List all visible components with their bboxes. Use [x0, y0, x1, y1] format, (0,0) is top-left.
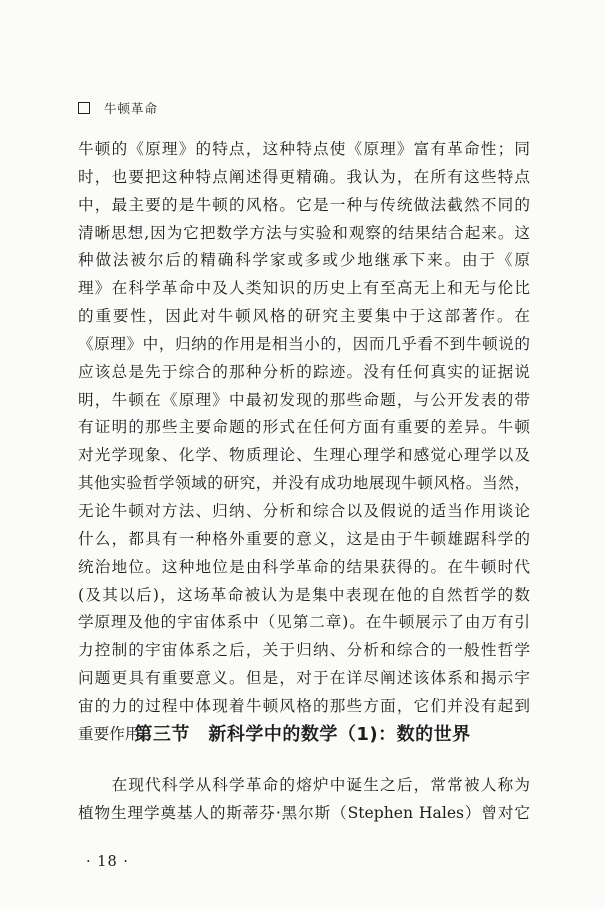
text-line: 理》在科学革命中及人类知识的历史上有至高无上和无与伦比 [78, 279, 530, 298]
text-line: 清晰思想,因为它把数学方法与实验和观察的结果结合起来。这 [78, 223, 530, 242]
text-line: (及其以后)，这场革命被认为是集中表现在他的自然哲学的数 [78, 585, 530, 604]
text-line: 宙的力的过程中体现着牛顿风格的那些方面，它们并没有起到 [78, 696, 530, 715]
section-title: 第三节 新科学中的数学（1)：数的世界 [134, 724, 471, 745]
header-title: 牛顿革命 [104, 101, 159, 116]
text-line: 有证明的那些主要命题的形式在任何方面有重要的差异。牛顿 [78, 418, 530, 437]
text-line: 在现代科学从科学革命的熔炉中诞生之后，常常被人称为 [78, 776, 530, 794]
running-header [78, 99, 158, 117]
text-line: 问题更具有重要意义。但是，对于在详尽阐述该体系和揭示宇 [78, 669, 530, 688]
paragraph-2 [78, 772, 530, 828]
header-square-icon [78, 102, 90, 114]
text-line: 力控制的宇宙体系之后，关于归纳、分析和综合的一般性哲学 [78, 641, 530, 660]
text-line: 学原理及他的宇宙体系中（见第二章)。在牛顿展示了由万有引 [78, 613, 530, 632]
text-line: 明，牛顿在《原理》中最初发现的那些命题，与公开发表的带 [78, 390, 530, 409]
text-line: 重要作用。 [78, 724, 156, 743]
text-line: 植物生理学奠基人的斯蒂芬·黑尔斯（Stephen Hales）曾对它 [78, 803, 530, 822]
text-line: 牛顿的《原理》的特点，这种特点使《原理》富有革命性；同 [78, 140, 530, 158]
text-line: 时，也要把这种特点阐述得更精确。我认为，在所有这些特点 [78, 167, 530, 186]
text-line: 对光学现象、化学、物质理论、生理心理学和感觉心理学以及 [78, 446, 530, 465]
text-line: 的重要性，因此对牛顿风格的研究主要集中于这部著作。在 [78, 307, 530, 326]
text-line: 统治地位。这种地位是由科学革命的结果获得的。在牛顿时代 [78, 557, 530, 576]
text-line: 什么，都具有一种格外重要的意义，这是由于牛顿雄踞科学的 [78, 529, 530, 548]
text-line: 中，最主要的是牛顿的风格。它是一种与传统做法截然不同的 [78, 195, 530, 214]
text-line: 无论牛顿对方法、归纳、分析和综合以及假说的适当作用谈论 [78, 501, 530, 520]
text-line: 种做法被尔后的精确科学家或多或少地继承下来。由于《原 [78, 251, 530, 270]
text-line: 《原理》中，归纳的作用是相当小的，因而几乎看不到牛顿说的 [78, 334, 530, 353]
text-line: 应该总是先于综合的那种分析的踪迹。没有任何真实的证据说 [78, 362, 530, 381]
page-number: · 18 · [86, 854, 129, 870]
paragraph-1 [78, 136, 530, 749]
text-line: 其他实验哲学领域的研究，并没有成功地展现牛顿风格。当然， [78, 474, 530, 493]
